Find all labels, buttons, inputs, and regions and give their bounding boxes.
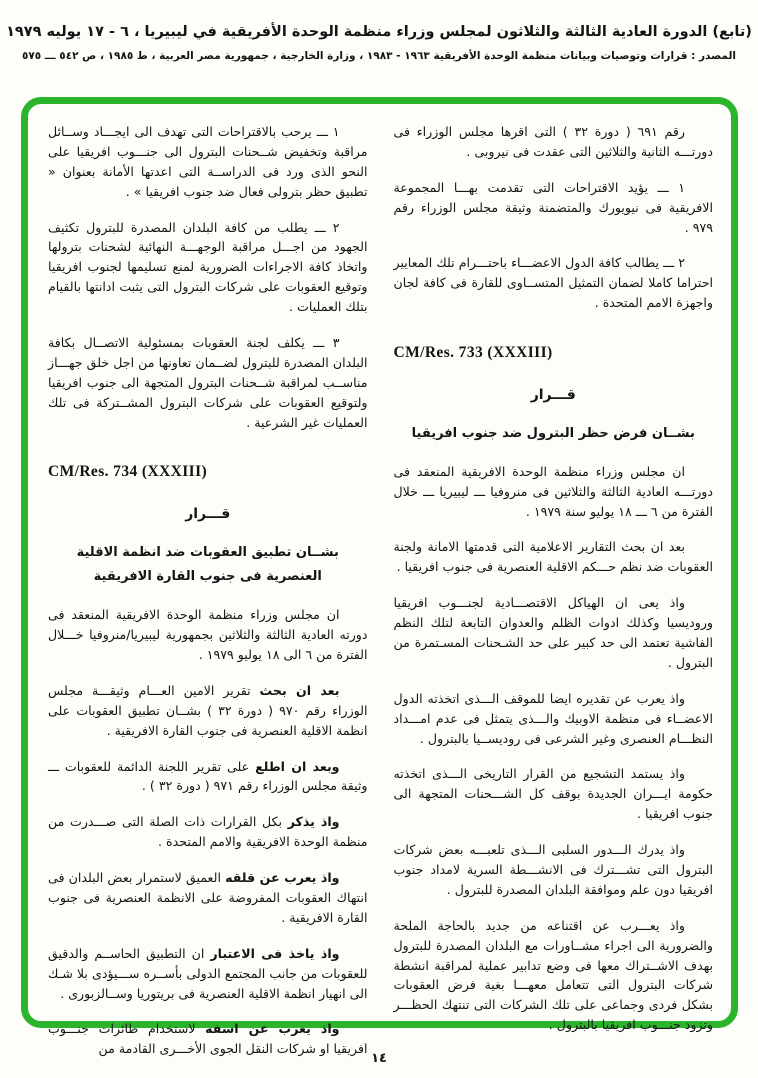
- paragraph: [394, 840, 714, 900]
- paragraph: [394, 178, 714, 238]
- paragraph: [394, 537, 714, 577]
- paragraph-text: ان التطبيق الحاســم والدقيق للعقوبات من جانب المجتمع الدولى بأســره ســـيؤدى بلا شـك الى انهيار انظمة الاقلية العنصرية فى بريتوريا وســالزبورى .: [48, 945, 368, 1001]
- green-border-frame: [21, 97, 738, 1057]
- paragraph-text: ٢ ـــ يطلب من كافة البلدان المصدرة للبترول تكثيف الجهود من اجـــل مراقبة الوجهـــة النهائية لشحنات بترولها واتخاذ كافة الاجراءات الضرورية لمنع تسليمها لجنوب افريقيا وتوقيع العقوبات على شركات البترول التى يثبت ادانتها بالقيام بتلك العمليات .: [48, 219, 368, 315]
- header-source-line: المصدر : قرارات وتوصيات وبيانات منظمة الوحدة الأفريقية ١٩٦٣ - ١٩٨٣ ، وزارة الخارجية ، جمهورية مصر العربية ، ط ١٩٨٥ ، ص ٥٤٢ ـــ ٥٧٥: [21, 50, 736, 62]
- paragraph-text: ١ ـــ يؤيد الاقتراحات التى تقدمت بهـــا المجموعة الافريقية فى نيويورك والمتضمنة وثيقة مجلس الوزراء رقم ٩٧٩ .: [393, 179, 713, 235]
- paragraph: [394, 253, 714, 313]
- paragraph-lead: وبعد ان اطلع: [255, 758, 340, 774]
- paragraph: [48, 868, 368, 928]
- paragraph: [394, 462, 714, 522]
- paragraph: [394, 764, 714, 824]
- paragraph: [48, 122, 368, 202]
- paragraph-text: واذ يعرب عن تقديره ايضا للموقف الـــذى اتخذته الدول الاعضــاء فى منظمة الاوبيك والـــذى يتمثل فى عدم امـــداد النظـــام العنصرى وغير الشرعى فى روديســيا بالبترول .: [393, 690, 713, 746]
- paragraph-text: على تقرير اللجنة الدائمة للعقوبات ـــ وثيقة مجلس الوزراء رقم ٩٧١ ( دورة ٣٢ ) .: [48, 758, 368, 794]
- resolution-code-734: CM/Res. 734 (XXXIII): [48, 463, 208, 481]
- resolution-code-733: CM/Res. 733 (XXXIII): [393, 344, 553, 362]
- paragraph-lead: واذ ياخذ فى الاعتبار: [210, 945, 340, 961]
- paragraph: [48, 333, 368, 432]
- paragraph: [394, 689, 714, 749]
- resolution-734-subtitle: بشــان تطبيق العقوبات ضد انظمة الاقلية العنصرية فى جنوب القارة الافريقية: [76, 545, 339, 585]
- paragraph-text: رقم ٦٩١ ( دورة ٣٢ ) التى اقرها مجلس الوزراء فى دورتـــه الثانية والثلاثين التى عقدت فى نيروبى .: [393, 124, 713, 159]
- paragraph-lead: بعد ان بحث: [259, 682, 340, 698]
- paragraph-text: ٣ ـــ يكلف لجنة العقوبات بمسئولية الاتصــال بكافة البلدان المصدرة للبترول لضــمان تعاونها من اجل خلق جهـــاز مناســب لمراقبة شــحنات البترول المتجهة الى جنوب افريقيا ولتوقيع العقوبات على شركات البترول المشــتركة فى تلك العمليات غير الشرعية .: [48, 335, 368, 430]
- paragraph-text: واذ يعـــرب عن اقتناعه من جديد بالحاجة الملحة والضرورية الى اجراء مشــاورات مع البلدان المصدرة للبترول بهدف الاشــتراك معها فى وضع تدابير عملية لمراقبة انشطة شركات البترول التى تتعامل معهـــا بغية فرض العقوبات بشكل فردى وجماعى على تلك الشركات التى تنتهك الحظـــر وتزود جنـــوب افريقيا بالبترول .: [393, 917, 713, 1033]
- paragraph: [48, 681, 368, 741]
- paragraph: [48, 757, 368, 797]
- paragraph-text: بعد ان بحث التقارير الاعلامية التى قدمتها الامانة ولجنة العقوبات ضد نظم حـــكم الاقلية العنصرية فى جنوب افريقيا .: [393, 539, 713, 575]
- paragraph-lead: واذ يذكر: [287, 814, 340, 830]
- paragraph-text: ١ ـــ يرحب بالاقتراحات التى تهدف الى ايجـــاد وســائل مراقبة وتخفيض شــحنات البترول الى جنـــوب افريقيا على النحو الذى ورد فى الدراســة التى اعدتها الأمانة بعنوان « تطبيق حظر بترولى فعال ضد جنوب افريقيا » .: [48, 124, 368, 199]
- paragraph-text: ان مجلس وزراء منظمة الوحدة الافريقية المنعقد فى دورتـــه العادية الثالثة والثلاثين فى منروفيا ـــ ليبيريا ـــ خلال الفترة من ٦ ـــ ١٨ يوليو سنة ١٩٧٩ .: [393, 463, 713, 519]
- header-title: (تابع) الدورة العادية الثالثة والثلاثون لمجلس وزراء منظمة الوحدة الأفريقية في ليبيريا ، ٦ - ١٧ يوليه ١٩٧٩: [6, 24, 752, 40]
- resolution-733-title: قـــرار: [530, 386, 576, 403]
- column-left: [48, 122, 368, 1057]
- resolution-733-subtitle: بشــان فرض حظر البترول ضد جنوب افريقيا: [411, 425, 695, 441]
- paragraph-lead: واذ يعرب عن قلقه: [225, 870, 340, 886]
- paragraph-text: واذ يستمد التشجيع من القرار التاريخى الـــذى اتخذته حكومة ايـــران الجديدة بوقف كل الشـــحنات المتجهة الى جنوب افريقيا .: [393, 766, 713, 822]
- paragraph-lead: واذ يعرب عن اسفه: [205, 1021, 340, 1037]
- paragraph: [48, 812, 368, 852]
- paragraph: [48, 218, 368, 317]
- paragraph-text: تقرير الامين العـــام وثيقـــة مجلس الوزراء رقم ٩٧٠ ( دورة ٣٢ ) بشــان تطبيق العقوبات على انظمة الاقلية العنصرية فى جنوب القارة الافريقية .: [48, 682, 368, 738]
- page-header: [0, 24, 758, 62]
- page-number: ١٤: [371, 1051, 387, 1066]
- paragraph: [394, 916, 714, 1035]
- paragraph-text: لاستخدام طائرات جنـــوب افريقيا او شركات النقل الجوى الأخـــرى القادمة من: [48, 1021, 368, 1057]
- column-right: [393, 122, 714, 1033]
- paragraph-text: بكل القرارات ذات الصلة التى صـــدرت من منظمة الوحدة الافريقية والامم المتحدة .: [48, 814, 368, 850]
- paragraph: [394, 593, 714, 673]
- paragraph-text: ٢ ـــ يطالب كافة الدول الاعضـــاء باحتـــرام تلك المعايير احتراما كاملا لضمان التمثيل المتســاوى للقارة فى كافة لجان واجهزة الامم المتحدة .: [393, 255, 713, 311]
- paragraph-text: العميق لاستمرار بعض البلدان فى انتهاك العقوبات المفروضة على الانظمة العنصرية فى جنوب القارة الافريقية .: [48, 870, 368, 925]
- paragraph: [394, 122, 714, 162]
- paragraph: [48, 605, 368, 665]
- resolution-734-title: قـــرار: [185, 505, 231, 522]
- paragraph-text: واذ يعى ان الهياكل الاقتصـــادية لجنـــوب افريقيا وروديسيا وكذلك ادوات الظلم والعدوان التابعة لتلك النظم الفاشية تعتمد الى حد كبير على حد الشـحنات المسـتمرة من البترول .: [393, 595, 713, 670]
- paragraph-text: واذ يدرك الـــدور السلبى الـــذى تلعبـــه بعض شركات البترول التى تشـــترك فى الانشـــطة السرية لامداد جنوب افريقيا دون علم وموافقة البلدان المصدرة للبترول .: [393, 842, 713, 897]
- paragraph-text: ان مجلس وزراء منظمة الوحدة الافريقية المنعقد فى دورته العادية الثالثة والثلاثين بجمهورية ليبيريا/منروفيا خـــلال الفترة من ٦ الى ١٨ يوليو ١٩٧٩ .: [48, 607, 368, 662]
- paragraph: [48, 944, 368, 1004]
